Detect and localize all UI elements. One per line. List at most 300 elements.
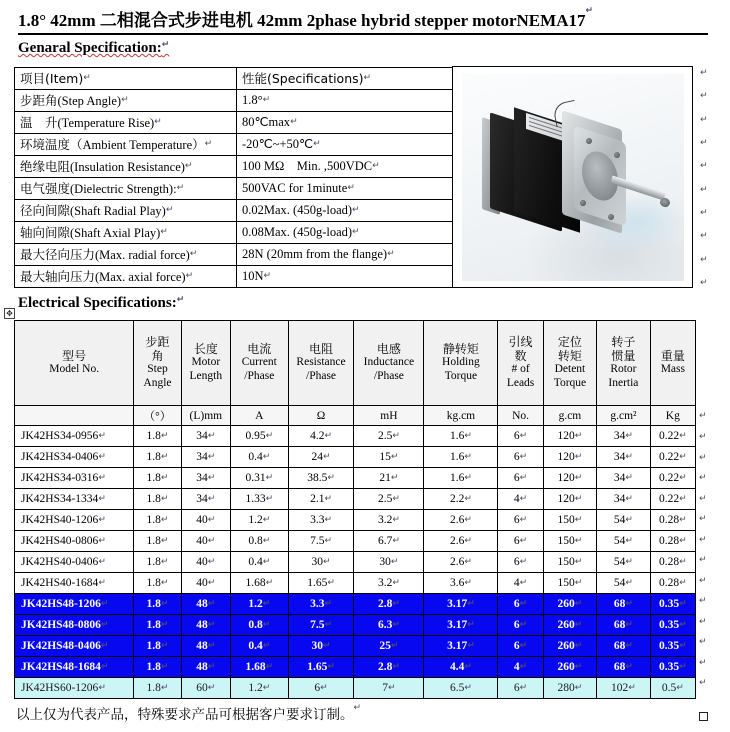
pilcrow-mark: ↵ [323,640,331,651]
cell-leads [498,510,543,531]
cell-value: 60 [196,681,208,694]
cell-value: JK42HS40-1206 [21,513,99,526]
cell-value: 0.28 [658,555,680,568]
cell-model [15,531,134,552]
cell-inductance [354,636,424,657]
page-title-text: 1.8° 42mm 二相混合式步进电机 42mm 2phase hybrid stepper motorNEMA17 [18,11,586,30]
cell-current [231,657,289,678]
col-header-detent-torque: 定位 转矩 Detent Torque [543,321,596,406]
pilcrow-mark: ↵ [464,430,472,441]
cell-motor-length [181,615,230,636]
cell-value: 68 [613,618,626,631]
cell-holding-torque [424,468,498,489]
cell-rotor-inertia [597,531,650,552]
general-value: 0.08Max. (450g-load)↵ [237,222,453,244]
general-value: 28N (20mm from the flange)↵ [237,244,453,266]
footer-note [16,703,361,723]
cell-value: 1.2 [248,597,263,610]
heading-general-specification [18,40,169,57]
pilcrow-mark: ↵ [265,493,274,504]
pilcrow-mark: ↵ [207,514,216,525]
pilcrow-mark: ↵ [262,682,271,693]
pilcrow-mark: ↵ [363,72,372,83]
pilcrow-mark: ↵ [464,493,472,504]
pilcrow-mark: ↵ [464,682,472,693]
table-row [15,200,453,222]
cell-resistance [288,552,354,573]
pilcrow-mark: ↵ [98,430,106,441]
cell-model [15,594,134,615]
pilcrow-mark: ↵ [519,598,528,609]
cell-value: 6 [513,513,520,526]
pilcrow-mark: ↵ [98,577,106,588]
cell-current [231,489,289,510]
cell-model [15,552,134,573]
pilcrow-mark: ↵ [574,556,583,567]
table-row [15,573,696,594]
cell-value: 0.95 [245,429,266,442]
cell-current [231,678,289,699]
motor-bolt-hole [614,152,620,158]
pilcrow-mark: ↵ [700,161,708,172]
cell-value: 0.4 [248,555,263,568]
unit-resistance: Ω [288,406,354,426]
pilcrow-mark: ↵ [160,226,168,237]
cell-value: 30 [379,555,391,568]
cell-motor-length [181,489,230,510]
pilcrow-mark: ↵ [327,577,335,588]
cell-value: JK42HS34-0406 [21,450,99,463]
cell-leads [498,531,543,552]
cell-value: 1.8 [146,660,161,673]
cell-value: 2.5 [377,429,393,442]
cell-value: 4.4 [449,660,465,673]
cell-motor-length [181,426,230,447]
cell-resistance [288,573,354,594]
table-row [15,90,453,112]
cell-rotor-inertia [597,636,650,657]
cell-model [15,636,134,657]
pilcrow-mark: ↵ [352,205,360,215]
cell-value: 1.6 [449,450,465,463]
motor-product-photo [462,74,684,281]
col-header-inductance-per-phase: 电感 Inductance /Phase [354,321,424,406]
cell-value: JK42HS48-1684 [21,660,101,673]
general-item: 步距角(Step Angle)↵ [15,90,237,112]
pilcrow-mark: ↵ [390,640,399,651]
pilcrow-mark: ↵ [679,535,687,546]
pilcrow-mark: ↵ [184,160,193,171]
pilcrow-mark: ↵ [574,493,583,504]
col-header-motor-length: 长度 Motor Length [181,321,230,406]
electrical-pilcrow-gutter [699,320,725,694]
cell-model [15,447,134,468]
pilcrow-mark: ↵ [189,248,198,259]
footer-note-text: 以上仅为代表产品，特殊要求产品可根据客户要求订制。 [16,707,354,723]
pilcrow-mark: ↵ [323,556,331,567]
pilcrow-mark: ↵ [699,473,707,483]
cell-motor-length [181,447,230,468]
pilcrow-mark: ↵ [574,598,583,609]
cell-value: 4 [513,492,520,505]
general-value: 100 MΩ Min. ,500VDC↵ [237,156,453,178]
cell-value: 48 [196,597,208,610]
cell-value: 54 [613,534,626,547]
table-move-handle[interactable] [4,308,15,319]
pilcrow-mark: ↵ [387,249,395,259]
cell-value: 68 [613,597,626,610]
cell-step-angle [134,426,181,447]
pilcrow-mark: ↵ [324,619,332,630]
cell-leads [498,573,543,594]
cell-value: 120 [557,429,575,442]
pilcrow-mark: ↵ [98,682,106,693]
table-row [15,468,696,489]
pilcrow-mark: ↵ [392,430,400,441]
cell-model [15,615,134,636]
cell-leads [498,489,543,510]
pilcrow-mark: ↵ [392,493,400,504]
pilcrow-mark: ↵ [679,577,687,588]
pilcrow-mark: ↵ [207,493,216,504]
pilcrow-mark: ↵ [699,678,707,688]
motor-photo-frame [452,66,693,288]
pilcrow-mark: ↵ [519,556,528,567]
pilcrow-mark: ↵ [679,556,687,567]
pilcrow-mark: ↵ [625,598,633,609]
unit-detent-torque: g.cm [543,406,596,426]
col-header-model: 型号 Model No. [15,321,134,406]
cell-value: 34 [613,450,626,463]
pilcrow-mark: ↵ [98,493,106,504]
cell-value: 68 [613,639,626,652]
cell-value: 260 [557,639,575,652]
document-end-mark [699,712,708,721]
cell-inductance [354,447,424,468]
pilcrow-mark: ↵ [185,270,194,281]
cell-resistance [288,615,354,636]
cell-value: 30 [311,639,323,652]
pilcrow-mark: ↵ [699,493,707,504]
unit-holding-torque: kg.cm [424,406,498,426]
table-row [15,594,696,615]
cell-value: 48 [196,639,208,652]
cell-value: 68 [613,660,626,673]
cell-value: 1.8 [146,471,161,484]
cell-value: 34 [613,429,626,442]
pilcrow-mark: ↵ [625,556,633,567]
table-row [15,447,696,468]
pilcrow-mark: ↵ [625,661,633,672]
cell-inductance [354,426,424,447]
cell-value: 21 [379,471,391,484]
pilcrow-mark: ↵ [98,451,106,462]
cell-detent-torque [543,468,596,489]
cell-value: 2.8 [377,597,393,610]
cell-inductance [354,468,424,489]
cell-current [231,531,289,552]
cell-current [231,552,289,573]
unit-current: A [231,406,289,426]
cell-rotor-inertia [597,489,650,510]
cell-mass [650,594,695,615]
pilcrow-mark: ↵ [700,137,708,148]
pilcrow-mark: ↵ [265,472,274,483]
cell-value: 6 [513,618,520,631]
cell-mass [650,636,695,657]
cell-value: 48 [196,618,208,631]
cell-detent-torque [543,636,596,657]
cell-detent-torque [543,531,596,552]
col-header-mass: 重量 Mass [650,321,695,406]
cell-value: 54 [613,513,626,526]
cell-value: 25 [379,639,391,652]
table-row [15,244,453,266]
pilcrow-mark: ↵ [464,661,472,672]
cell-mass [650,447,695,468]
cell-value: 1.2 [248,681,263,694]
cell-step-angle [134,552,181,573]
cell-value: 48 [196,660,208,673]
col-header-rotor-inertia: 转子 惯量 Rotor Inertia [597,321,650,406]
unit-mass: Kg [650,406,695,426]
pilcrow-mark: ↵ [625,535,633,546]
cell-value: 1.8 [146,681,161,694]
unit-rotor-inertia: g.cm² [597,406,650,426]
cell-model [15,426,134,447]
cell-value: 1.65 [307,660,328,673]
pilcrow-mark: ↵ [392,577,400,588]
unit-motor-length: (L)mm [181,406,230,426]
general-value: 10N↵ [237,266,453,288]
cell-value: 7 [382,681,388,694]
pilcrow-mark: ↵ [625,472,633,483]
page-title [18,6,708,35]
cell-value: 1.8 [146,639,161,652]
cell-value: 3.2 [377,576,393,589]
pilcrow-mark: ↵ [679,430,687,441]
cell-value: 24 [311,450,323,463]
pilcrow-mark: ↵ [699,432,707,442]
cell-motor-length [181,573,230,594]
cell-value: 6 [513,471,520,484]
pilcrow-mark: ↵ [207,451,216,462]
pilcrow-mark: ↵ [176,182,185,193]
table-row [15,112,453,134]
general-item: 轴向间隙(Shaft Axial Play)↵ [15,222,237,244]
cell-step-angle [134,594,181,615]
pilcrow-mark: ↵ [160,514,169,525]
general-item: 温 升(Temperature Rise)↵ [15,112,237,134]
cell-value: 0.28 [658,534,680,547]
general-value: -20℃~+50℃↵ [237,134,453,156]
cell-rotor-inertia [597,657,650,678]
pilcrow-mark: ↵ [574,682,583,693]
cell-mass [650,468,695,489]
table-row [15,615,696,636]
cell-value: 1.6 [449,471,465,484]
pilcrow-mark: ↵ [388,682,396,693]
cell-value: 3.3 [310,513,325,526]
general-item: 最大径向压力(Max. radial force)↵ [15,244,237,266]
cell-value: 6 [513,534,520,547]
pilcrow-mark: ↵ [519,640,528,651]
cell-value: 3.6 [449,576,465,589]
cell-value: 6 [513,555,520,568]
cell-value: 40 [196,576,208,589]
pilcrow-mark: ↵ [679,493,687,504]
cell-model [15,489,134,510]
pilcrow-mark: ↵ [699,657,707,668]
cell-holding-torque [424,552,498,573]
pilcrow-mark: ↵ [262,619,271,630]
cell-step-angle [134,510,181,531]
cell-value: 0.4 [248,639,263,652]
cell-rotor-inertia [597,552,650,573]
unit-step-angle: （°） [134,406,181,426]
cell-value: 150 [557,576,575,589]
cell-value: 7.5 [310,618,325,631]
pilcrow-mark: ↵ [574,514,583,525]
cell-rotor-inertia [597,510,650,531]
cell-motor-length [181,552,230,573]
pilcrow-mark: ↵ [519,661,528,672]
cell-value: 1.68 [245,660,266,673]
pilcrow-mark: ↵ [262,598,271,609]
cell-value: 0.8 [248,534,263,547]
cell-value: 1.8 [146,492,161,505]
pilcrow-mark: ↵ [154,116,162,127]
pilcrow-mark: ↵ [390,556,399,567]
cell-rotor-inertia [597,447,650,468]
cell-mass [650,678,695,699]
general-value: 80℃max↵ [237,112,453,134]
cell-value: 34 [613,471,626,484]
pilcrow-mark: ↵ [464,472,472,483]
pilcrow-mark: ↵ [347,183,355,193]
cell-value: 1.8 [146,597,161,610]
cell-value: 6 [513,450,520,463]
cell-current [231,468,289,489]
cell-current [231,510,289,531]
cell-value: 1.2 [248,513,263,526]
cell-value: 4 [513,660,520,673]
pilcrow-mark: ↵ [262,451,271,462]
cell-mass [650,573,695,594]
general-spec-body [15,68,453,288]
pilcrow-mark: ↵ [574,451,583,462]
cell-inductance [354,657,424,678]
cell-value: 2.6 [449,555,465,568]
cell-resistance [288,594,354,615]
pilcrow-mark: ↵ [519,577,528,588]
cell-holding-torque [424,426,498,447]
pilcrow-mark: ↵ [628,682,636,693]
pilcrow-mark: ↵ [519,430,528,441]
pilcrow-mark: ↵ [574,577,583,588]
cell-value: 0.35 [658,597,680,610]
pilcrow-mark: ↵ [700,184,708,195]
pilcrow-mark: ↵ [207,535,216,546]
cell-value: 40 [196,513,208,526]
pilcrow-mark: ↵ [464,577,472,588]
electrical-specification-table [14,320,696,699]
pilcrow-mark: ↵ [700,231,708,242]
pilcrow-mark: ↵ [160,619,169,630]
pilcrow-mark: ↵ [324,493,332,504]
cell-value: 260 [557,597,575,610]
cell-leads [498,447,543,468]
pilcrow-mark: ↵ [467,598,475,609]
move-handle-glyph: ✥ [6,309,13,318]
cell-holding-torque [424,447,498,468]
cell-value: 1.33 [245,492,266,505]
cell-value: 6 [513,681,520,694]
pilcrow-mark: ↵ [160,640,169,651]
pilcrow-mark: ↵ [679,661,687,672]
cell-current [231,615,289,636]
cell-step-angle [134,636,181,657]
pilcrow-mark: ↵ [98,556,106,567]
cell-step-angle [134,468,181,489]
pilcrow-mark: ↵ [679,451,687,462]
pilcrow-mark: ↵ [207,661,216,672]
cell-detent-torque [543,615,596,636]
pilcrow-mark: ↵ [464,514,472,525]
cell-value: 0.22 [658,429,680,442]
unit-leads: No. [498,406,543,426]
general-item: 径向间隙(Shaft Radial Play)↵ [15,200,237,222]
cell-holding-torque [424,489,498,510]
cell-value: 34 [196,429,208,442]
table-row [15,489,696,510]
cell-value: 3.3 [310,597,325,610]
pilcrow-mark: ↵ [320,682,328,693]
cell-value: 1.8 [146,513,161,526]
pilcrow-mark: ↵ [519,619,528,630]
cell-value: 40 [196,555,208,568]
general-item: 环境温度（Ambient Temperature）↵ [15,134,237,156]
pilcrow-mark: ↵ [699,637,707,647]
cell-value: 6.3 [377,618,393,631]
col-header-holding-torque: 静转矩 Holding Torque [424,321,498,406]
pilcrow-mark: ↵ [323,451,331,462]
table-row [15,657,696,678]
table-row [15,178,453,200]
cell-mass [650,426,695,447]
pilcrow-mark: ↵ [585,6,594,16]
pilcrow-mark: ↵ [392,514,400,525]
pilcrow-mark: ↵ [98,535,106,546]
cell-value: 0.35 [658,639,680,652]
pilcrow-mark: ↵ [574,619,583,630]
cell-step-angle [134,531,181,552]
cell-resistance [288,531,354,552]
pilcrow-mark: ↵ [392,535,400,546]
cell-value: 1.65 [307,576,328,589]
pilcrow-mark: ↵ [699,411,707,421]
cell-value: 0.35 [658,618,680,631]
cell-value: 3.17 [447,597,468,610]
general-item: 绝缘电阻(Insulation Resistance)↵ [15,156,237,178]
pilcrow-mark: ↵ [262,95,271,105]
cell-value: JK42HS40-1684 [21,576,99,589]
cell-leads [498,636,543,657]
cell-model [15,510,134,531]
cell-detent-torque [543,489,596,510]
pilcrow-mark: ↵ [699,596,707,606]
table-row [15,426,696,447]
